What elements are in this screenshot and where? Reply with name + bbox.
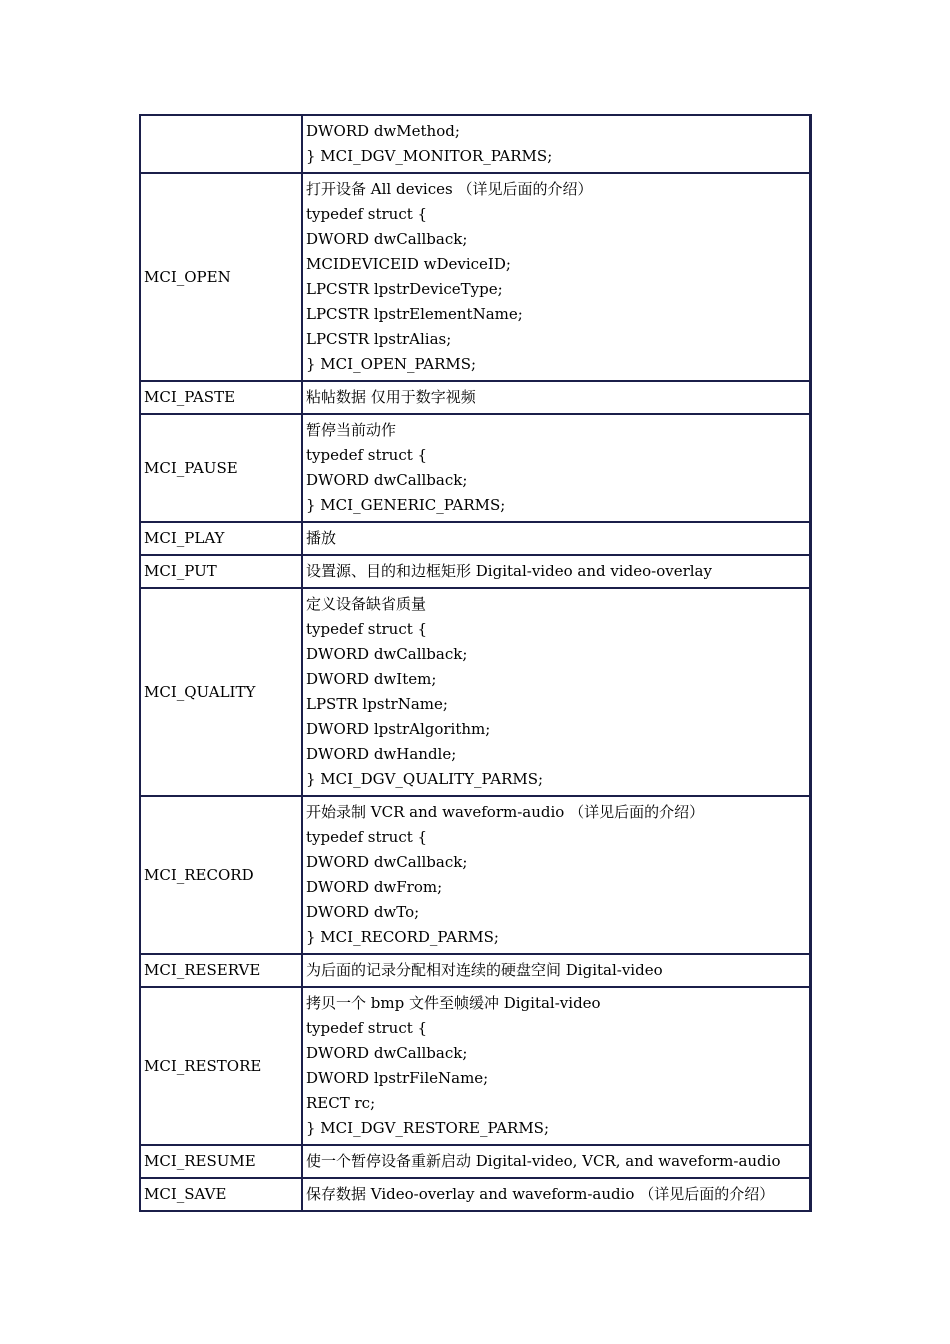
description-line: typedef struct { <box>306 1019 428 1037</box>
command-description-cell <box>303 174 809 382</box>
description-line: DWORD dwItem; <box>306 670 437 688</box>
description-line: DWORD dwCallback; <box>306 230 468 248</box>
description-line: } MCI_GENERIC_PARMS; <box>306 496 506 514</box>
command-description-cell <box>303 382 809 415</box>
command-name-cell: MCI_RESTORE <box>141 988 303 1146</box>
description-line: typedef struct { <box>306 446 428 464</box>
description-line: typedef struct { <box>306 205 428 223</box>
table-row <box>141 415 809 523</box>
description-line: DWORD lpstrAlgorithm; <box>306 720 491 738</box>
description-line: } MCI_DGV_MONITOR_PARMS; <box>306 147 553 165</box>
description-line: } MCI_OPEN_PARMS; <box>306 355 477 373</box>
command-description-cell <box>303 955 809 988</box>
description-line: DWORD dwMethod; <box>306 122 460 140</box>
description-line: } MCI_DGV_QUALITY_PARMS; <box>306 770 544 788</box>
description-line: LPSTR lpstrName; <box>306 695 448 713</box>
description-line: 开始录制 VCR and waveform-audio （详见后面的介绍） <box>306 803 705 821</box>
description-line: 定义设备缺省质量 <box>306 595 427 613</box>
description-line: 播放 <box>306 529 337 547</box>
command-name-cell: MCI_PASTE <box>141 382 303 415</box>
description-line: 设置源、目的和边框矩形 Digital-video and video-overlay <box>306 562 712 580</box>
description-line: 暂停当前动作 <box>306 421 397 439</box>
command-name-cell: MCI_QUALITY <box>141 589 303 797</box>
command-name-cell <box>141 116 303 174</box>
command-description-cell <box>303 415 809 523</box>
command-description-cell <box>303 988 809 1146</box>
table-row <box>141 988 809 1146</box>
description-line: 拷贝一个 bmp 文件至帧缓冲 Digital-video <box>306 994 601 1012</box>
command-name-cell: MCI_PAUSE <box>141 415 303 523</box>
description-line: DWORD dwTo; <box>306 903 420 921</box>
command-description-cell <box>303 1179 809 1210</box>
description-line: typedef struct { <box>306 828 428 846</box>
description-line: typedef struct { <box>306 620 428 638</box>
command-name-cell: MCI_RESERVE <box>141 955 303 988</box>
description-line: RECT rc; <box>306 1094 376 1112</box>
command-name-cell: MCI_PLAY <box>141 523 303 556</box>
command-description-cell <box>303 1146 809 1179</box>
description-line: LPCSTR lpstrElementName; <box>306 305 523 323</box>
table-row <box>141 1179 809 1210</box>
command-name-cell: MCI_OPEN <box>141 174 303 382</box>
table-row <box>141 174 809 382</box>
description-line: DWORD dwCallback; <box>306 645 468 663</box>
description-line: 粘帖数据 仅用于数字视频 <box>306 388 476 406</box>
command-description-cell <box>303 116 809 174</box>
mci-command-table <box>139 114 812 1212</box>
description-line: 保存数据 Video-overlay and waveform-audio （详见后面的介绍） <box>306 1185 775 1203</box>
command-name-cell: MCI_RECORD <box>141 797 303 955</box>
description-line: } MCI_RECORD_PARMS; <box>306 928 499 946</box>
description-line: 为后面的记录分配相对连续的硬盘空间 Digital-video <box>306 961 663 979</box>
table-row <box>141 116 809 174</box>
table-row <box>141 955 809 988</box>
description-line: DWORD dwCallback; <box>306 471 468 489</box>
table-row <box>141 1146 809 1179</box>
table-row <box>141 589 809 797</box>
table-row <box>141 382 809 415</box>
command-description-cell <box>303 797 809 955</box>
description-line: LPCSTR lpstrAlias; <box>306 330 452 348</box>
description-line: DWORD dwCallback; <box>306 1044 468 1062</box>
table-row <box>141 523 809 556</box>
description-line: DWORD dwFrom; <box>306 878 443 896</box>
table-body <box>141 116 809 1210</box>
command-description-cell <box>303 589 809 797</box>
command-name-cell: MCI_SAVE <box>141 1179 303 1210</box>
description-line: 使一个暂停设备重新启动 Digital-video, VCR, and waveform-audio <box>306 1152 781 1170</box>
command-name-cell: MCI_RESUME <box>141 1146 303 1179</box>
description-line: MCIDEVICEID wDeviceID; <box>306 255 511 273</box>
description-line: } MCI_DGV_RESTORE_PARMS; <box>306 1119 550 1137</box>
description-line: DWORD dwCallback; <box>306 853 468 871</box>
table-row <box>141 556 809 589</box>
description-line: LPCSTR lpstrDeviceType; <box>306 280 503 298</box>
command-description-cell <box>303 556 809 589</box>
description-line: DWORD dwHandle; <box>306 745 457 763</box>
command-description-cell <box>303 523 809 556</box>
description-line: 打开设备 All devices （详见后面的介绍） <box>306 180 593 198</box>
table-row <box>141 797 809 955</box>
description-line: DWORD lpstrFileName; <box>306 1069 489 1087</box>
command-name-cell: MCI_PUT <box>141 556 303 589</box>
